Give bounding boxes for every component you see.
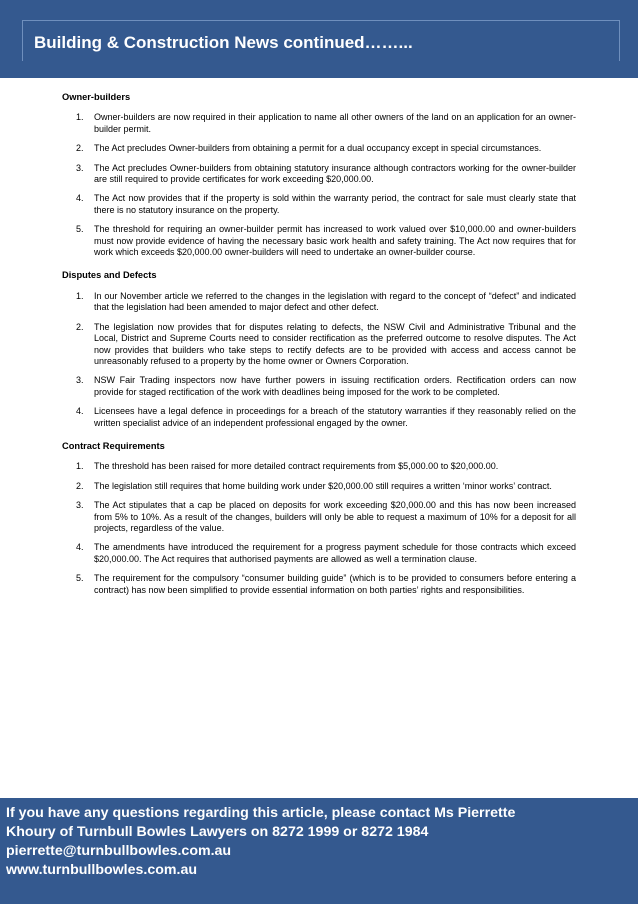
- list-item: 5. The threshold for requiring an owner-builder permit has increased to work valued over $10,000.00 and owner-builders must now provide evidence of having the necessary basic work health and safety training. The Act now requires that for work which exceeds $20,000.00 owner-builders will need to undertake an owner-builder course.: [76, 224, 576, 258]
- list-item: 1. In our November article we referred to the changes in the legislation with regard to the concept of “defect” and indicated that the legislation had been amended to major defect and other defect.: [76, 290, 576, 313]
- contact-line-1: If you have any questions regarding this article, please contact Ms Pierrette: [6, 805, 516, 821]
- contact-info: [6, 804, 632, 880]
- list-item: 3. NSW Fair Trading inspectors now have further powers in issuing rectification orders. Rectification orders can now provide for staged rectification of the work with deadlines being imposed for the work to be completed.: [76, 375, 576, 397]
- section-heading-disputes-defects: Disputes and Defects: [62, 270, 157, 281]
- disputes-defects-list: [62, 291, 576, 429]
- contract-requirements-list: [62, 461, 576, 596]
- list-item: 4. The amendments have introduced the requirement for a progress payment schedule for those contracts which exceed $20,000.00. The Act requires that authorised payments are allowed as well a termination clause.: [76, 542, 576, 564]
- list-item: 3. The Act stipulates that a cap be placed on deposits for work exceeding $20,000.00 and this has now been increased from 5% to 10%. As a result of the changes, builders will only be able to request a maximum of 10% for a deposit for all projects, regardless of the value.: [76, 500, 576, 533]
- website-link[interactable]: www.turnbullbowles.com.au: [6, 862, 198, 878]
- section-heading-owner-builders: Owner-builders: [62, 92, 131, 102]
- contact-footer-banner: [0, 798, 638, 904]
- list-item: 3. The Act precludes Owner-builders from obtaining statutory insurance although contractors working for the owner-builder are still required to provide certificates for work exceeding $20,000.00.: [76, 162, 576, 185]
- article-body: [62, 92, 576, 604]
- list-item: 5. The requirement for the compulsory “consumer building guide” (which is to be provided to consumers before entering a contract) has now been simplified to provide essential information on both parties’ rights and responsibilities.: [76, 573, 576, 595]
- list-item: 2. The legislation now provides that for disputes relating to defects, the NSW Civil and Administrative Tribunal and the Local, District and Supreme Courts need to consider rectification as the preferred outcome to resolve disputes. The Act now provides that builders who take steps to rectify defects are to be provided with access and access cannot be unreasonably refused to a property by the home owner or Owners Corporation.: [76, 321, 576, 366]
- list-item: 1. The threshold has been raised for more detailed contract requirements from $5,000.00 to $20,000.00.: [76, 461, 499, 472]
- list-item: 4. The Act now provides that if the property is sold within the warranty period, the contract for sale must clearly state that there is no statutory insurance on the property.: [76, 193, 576, 215]
- section-heading-contract-requirements: Contract Requirements: [62, 440, 165, 451]
- list-item: 2. The Act precludes Owner-builders from obtaining a permit for a dual occupancy except in special circumstances.: [76, 143, 542, 154]
- page-title: Building & Construction News continued……...: [34, 33, 413, 52]
- email-link[interactable]: pierrette@turnbullbowles.com.au: [6, 843, 232, 859]
- contact-line-2: Khoury of Turnbull Bowles Lawyers on 8272 1999 or 8272 1984: [6, 824, 429, 840]
- list-item: 1. Owner-builders are now required in their application to name all other owners of the land on an application for an owner-builder permit.: [76, 112, 576, 134]
- list-item: 4. Licensees have a legal defence in proceedings for a breach of the statutory warranties if they reasonably relied on the written specialist advice of an independent professional engaged by the owner.: [76, 406, 576, 428]
- list-item: 2. The legislation still requires that home building work under $20,000.00 still requires a written ‘minor works’ contract.: [76, 480, 552, 491]
- owner-builders-list: [62, 112, 576, 258]
